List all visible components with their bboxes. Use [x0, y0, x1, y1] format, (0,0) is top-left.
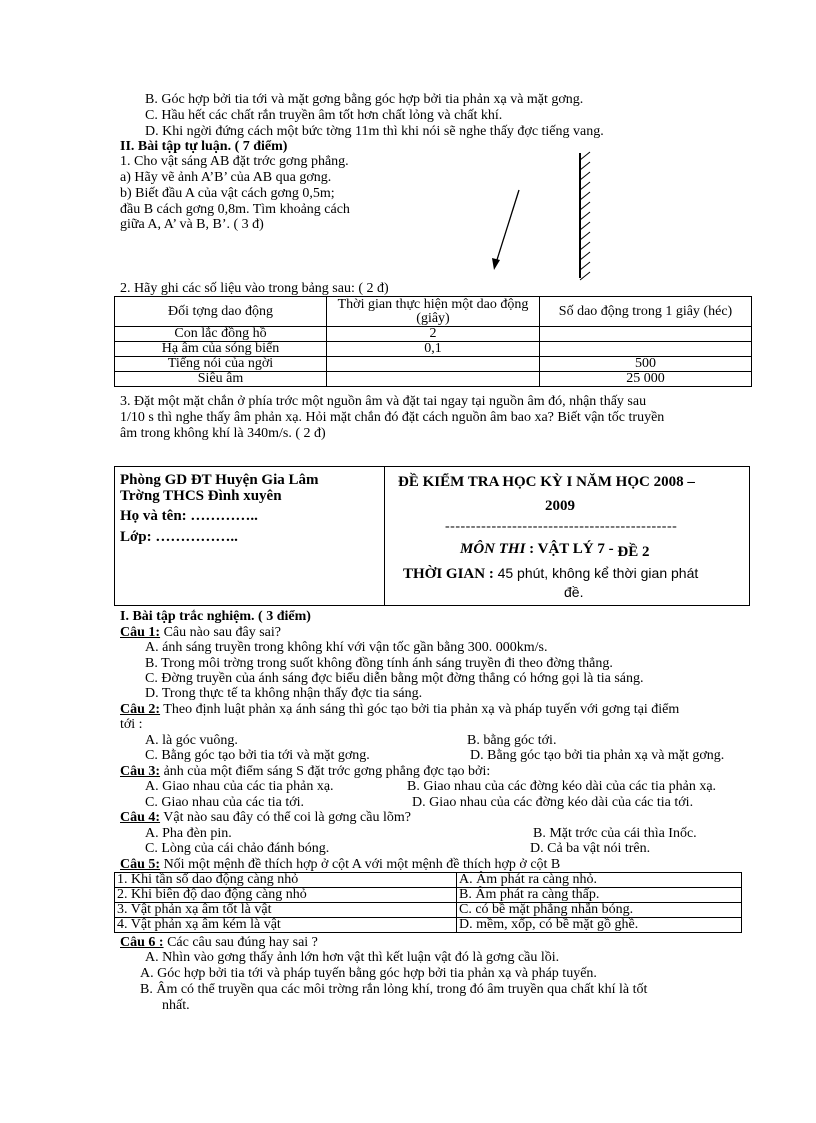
- match-cell: 2. Khi biên độ dao động càng nhỏ: [115, 888, 457, 903]
- table-cell: [540, 342, 752, 357]
- q6-statement-1: A. Nhìn vào gơng thấy ảnh lớn hơn vật thì kết luận vật đó là gơng cầu lồi.: [145, 950, 560, 965]
- q1-option-d: D. Trong thực tế ta không nhận thấy đợc tia sáng.: [145, 686, 423, 701]
- match-cell: B. Âm phát ra càng thấp.: [457, 888, 742, 903]
- table-cell: Tiếng nói của ngời: [115, 357, 327, 372]
- q3-option-c: C. Giao nhau của các tia tới.: [145, 795, 305, 810]
- match-cell: 1. Khi tần số dao động càng nhỏ: [115, 873, 457, 888]
- part1-title: I. Bài tập trắc nghiệm. ( 3 điểm): [120, 609, 311, 624]
- table-cell: 500: [540, 357, 752, 372]
- q1-label: Câu 1:: [120, 625, 161, 640]
- matching-table: [114, 872, 742, 933]
- time-line2: đề.: [564, 584, 584, 600]
- q3-label: Câu 3:: [120, 764, 161, 779]
- table-header: Đối tợng dao động: [115, 297, 327, 327]
- table-header: Thời gian thực hiện một dao động (giây): [327, 297, 540, 327]
- question-1: [120, 625, 281, 640]
- exam-title-line1: ĐỀ KIỂM TRA HỌC KỲ I NĂM HỌC 2008 –: [398, 474, 695, 490]
- match-cell: 4. Vật phản xạ âm kém là vật: [115, 918, 457, 933]
- q2-text: 2. Hãy ghi các số liệu vào trong bảng sau: ( 2 đ): [120, 281, 389, 296]
- table-cell: Siêu âm: [115, 372, 327, 387]
- q6-text: Các câu sau đúng hay sai ?: [163, 935, 318, 950]
- q2-option-d: D. Bằng góc tạo bởi tia phản xạ và mặt gơng.: [470, 748, 725, 763]
- subject-value: : VẬT LÝ 7 -: [525, 541, 618, 557]
- match-cell: A. Âm phát ra càng nhỏ.: [457, 873, 742, 888]
- question-4: [120, 810, 411, 825]
- school-line1: Phòng GD ĐT Huyện Gia Lâm: [120, 472, 319, 488]
- q1-option-c: C. Đờng truyền của ánh sáng đợc biểu diễn bằng một đờng thẳng có hớng gọi là tia sáng.: [145, 671, 644, 686]
- q1-line2: a) Hãy vẽ ảnh A’B’ của AB qua gơng.: [120, 170, 332, 185]
- q5-label: Câu 5:: [120, 857, 161, 872]
- q3-option-a: A. Giao nhau của các tia phản xạ.: [145, 779, 334, 794]
- q3-line2: 1/10 s thì nghe thấy âm phản xạ. Hỏi mặt chắn đó đặt cách nguồn âm bao xa? Biết vận tốc truyền: [120, 410, 665, 425]
- dash-separator: ---------------------------------------------: [445, 519, 678, 534]
- table-cell: 2: [327, 327, 540, 342]
- data-table: [114, 296, 752, 387]
- q4-label: Câu 4:: [120, 810, 161, 825]
- table-cell: [540, 327, 752, 342]
- table-cell: 0,1: [327, 342, 540, 357]
- mirror-hatching: [580, 152, 590, 280]
- header-divider: [384, 467, 385, 605]
- q3-line1: 3. Đặt một mặt chắn ở phía trớc một nguồn âm và đặt tai ngay tại nguồn âm đó, nhận thấy sau: [120, 394, 647, 409]
- question-2: [120, 702, 679, 717]
- q1-text: Câu nào sau đây sai?: [160, 625, 281, 640]
- q2-option-c: C. Bằng góc tạo bởi tia tới và mặt gơng.: [145, 748, 370, 763]
- q2-option-a: A. là góc vuông.: [145, 733, 238, 748]
- q2-text-cont: tới :: [120, 717, 143, 732]
- q4-option-d: D. Cả ba vật nói trên.: [530, 841, 651, 856]
- q2-text: Theo định luật phản xạ ánh sáng thì góc tạo bởi tia phản xạ và pháp tuyến với gơng tại điểm: [160, 702, 680, 717]
- table-cell: Con lắc đồng hồ: [115, 327, 327, 342]
- subject-line: [460, 541, 650, 560]
- table-cell: 25 000: [540, 372, 752, 387]
- class-field: Lớp: ……………..: [120, 529, 238, 545]
- name-field: Họ và tên: …………..: [120, 508, 258, 524]
- q1-line4: đầu B cách gơng 0,8m. Tìm khoảng cách: [120, 202, 350, 217]
- option-d: D. Khi ngời đứng cách một bức tờng 11m thì khi nói sẽ nghe thấy đợc tiếng vang.: [145, 124, 604, 139]
- match-cell: 3. Vật phản xạ âm tốt là vật: [115, 903, 457, 918]
- q6-statement-2: A. Góc hợp bởi tia tới và pháp tuyến bằng góc hợp bởi tia phản xạ và pháp tuyến.: [140, 966, 597, 981]
- question-6: [120, 935, 318, 950]
- q1-line3: b) Biết đầu A của vật cách gơng 0,5m;: [120, 186, 335, 201]
- q6-statement-3: B. Âm có thể truyền qua các môi trờng rắn lỏng khí, trong đó âm truyền qua chất khí là tốt: [140, 982, 648, 997]
- table-cell: Hạ âm của sóng biển: [115, 342, 327, 357]
- time-line: [403, 566, 698, 582]
- q4-option-b: B. Mặt trớc của cái thìa Inốc.: [533, 826, 697, 841]
- q3-option-d: D. Giao nhau của các đờng kéo dài của các tia tới.: [412, 795, 694, 810]
- q2-label: Câu 2:: [120, 702, 161, 717]
- option-c: C. Hầu hết các chất rắn truyền âm tốt hơn chất lỏng và chất khí.: [145, 108, 503, 123]
- q6-label: Câu 6 :: [120, 935, 164, 950]
- arrow-head: [492, 258, 500, 270]
- q4-text: Vật nào sau đây có thể coi là gơng cầu lõm?: [160, 810, 411, 825]
- question-5: [120, 857, 560, 872]
- q3-option-b: B. Giao nhau của các đờng kéo dài của các tia phản xạ.: [407, 779, 717, 794]
- table-header: Số dao động trong 1 giây (héc): [540, 297, 752, 327]
- match-cell: D. mềm, xốp, có bề mặt gồ ghề.: [457, 918, 742, 933]
- q6-statement-3-cont: nhất.: [162, 998, 190, 1013]
- q2-option-b: B. bằng góc tới.: [467, 733, 557, 748]
- table-cell: [327, 372, 540, 387]
- exam-title-line2: 2009: [545, 498, 575, 514]
- q4-option-a: A. Pha đèn pin.: [145, 826, 232, 841]
- match-cell: C. có bề mặt phẳng nhẵn bóng.: [457, 903, 742, 918]
- time-value: 45 phút, không kể thời gian phát: [497, 565, 699, 581]
- q5-text: Nối một mệnh đề thích hợp ở cột A với một mệnh đề thích hợp ở cột B: [160, 857, 561, 872]
- mirror-diagram: [485, 148, 605, 288]
- q1-option-b: B. Trong môi trờng trong suốt không đồng tính ánh sáng truyền đi theo đờng thẳng.: [145, 656, 613, 671]
- object-arrow: [496, 190, 519, 263]
- exam-code: ĐỀ 2: [617, 544, 650, 560]
- option-b: B. Góc hợp bởi tia tới và mặt gơng bằng góc hợp bởi tia phản xạ và mặt gơng.: [145, 92, 584, 107]
- table-cell: [327, 357, 540, 372]
- part2-title: II. Bài tập tự luận. ( 7 điểm): [120, 139, 288, 154]
- question-3: [120, 764, 490, 779]
- q3-text: ảnh của một điểm sáng S đặt trớc gơng phẳng đợc tạo bởi:: [160, 764, 491, 779]
- exam-header-box: [114, 466, 750, 606]
- q1-option-a: A. ánh sáng truyền trong không khí với vận tốc gần bằng 300. 000km/s.: [145, 640, 548, 655]
- time-label: THỜI GIAN :: [403, 566, 498, 582]
- subject-label: MÔN THI: [460, 541, 526, 557]
- q4-option-c: C. Lòng của cái chảo đánh bóng.: [145, 841, 330, 856]
- school-line2: Trờng THCS Đình xuyên: [120, 488, 282, 504]
- q1-line1: 1. Cho vật sáng AB đặt trớc gơng phẳng.: [120, 154, 349, 169]
- q3-line3: âm trong không khí là 340m/s. ( 2 đ): [120, 426, 326, 441]
- q1-line5: giữa A, A’ và B, B’. ( 3 đ): [120, 217, 264, 232]
